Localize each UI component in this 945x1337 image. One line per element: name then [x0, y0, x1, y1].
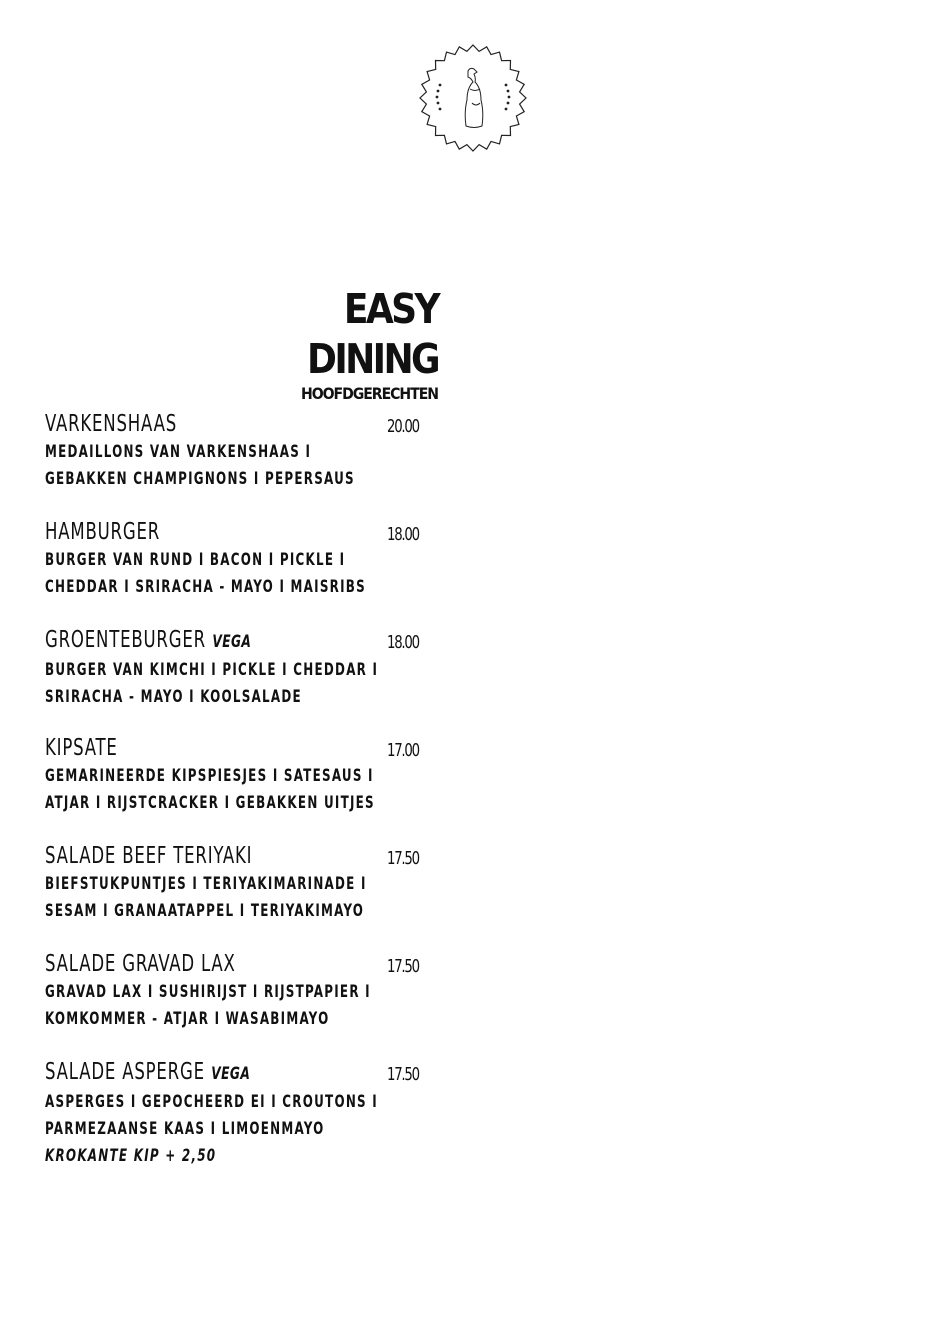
dish-price: 17.00: [387, 740, 419, 761]
dish-description: BIEFSTUKPUNTJES I TERIYAKIMARINADE I SESAM I GRANAATAPPEL I TERIYAKIMAYO: [45, 874, 367, 921]
vega-tag: VEGA: [212, 632, 252, 652]
dish-name: GROENTEBURGER VEGA: [45, 627, 252, 653]
dish-description: BURGER VAN KIMCHI I PICKLE I CHEDDAR I SRIRACHA - MAYO I KOOLSALADE: [45, 660, 379, 707]
dish-list: [45, 410, 435, 1193]
dish-description: BURGER VAN RUND I BACON I PICKLE I CHEDDAR I SRIRACHA - MAYO I MAISRIBS: [45, 550, 366, 597]
dish-price: 17.50: [387, 1064, 419, 1085]
dish-extra-option: KROKANTE KIP + 2,50: [45, 1146, 217, 1166]
menu-item: [45, 518, 435, 599]
dish-price: 17.50: [387, 956, 419, 977]
dish-description: ASPERGES I GEPOCHEERD EI I CROUTONS I PARMEZAANSE KAAS I LIMOENMAYO: [45, 1092, 378, 1139]
dish-description: GEMARINEERDE KIPSPIESJES I SATESAUS I ATJAR I RIJSTCRACKER I GEBAKKEN UITJES: [45, 766, 375, 813]
page-subtitle: HOOFDGERECHTEN: [300, 384, 438, 403]
dish-description: MEDAILLONS VAN VARKENSHAAS I GEBAKKEN CHAMPIGNONS I PEPERSAUS: [45, 442, 355, 489]
dish-description: GRAVAD LAX I SUSHIRIJST I RIJSTPAPIER I KOMKOMMER - ATJAR I WASABIMAYO: [45, 982, 371, 1029]
menu-item: [45, 950, 435, 1031]
dish-name: VARKENSHAAS: [45, 411, 178, 437]
restaurant-logo-icon: [418, 43, 528, 153]
menu-item: [45, 842, 435, 923]
bottle-badge-logo: [418, 43, 528, 153]
dish-name: KIPSATE: [45, 735, 118, 761]
dish-name: SALADE GRAVAD LAX: [45, 951, 236, 977]
menu-item: [45, 410, 435, 491]
dish-price: 20.00: [387, 416, 419, 437]
dish-name: HAMBURGER: [45, 519, 161, 545]
page-title: EASY DINING: [307, 285, 438, 383]
menu-item: [45, 734, 435, 815]
menu-header: [228, 284, 438, 404]
menu-item: [45, 1058, 435, 1166]
menu-item: [45, 626, 435, 707]
dish-name: SALADE BEEF TERIYAKI: [45, 843, 253, 869]
vega-tag: VEGA: [211, 1064, 251, 1084]
dish-price: 18.00: [387, 632, 419, 653]
dish-name: SALADE ASPERGE VEGA: [45, 1059, 251, 1085]
dish-price: 18.00: [387, 524, 419, 545]
dish-price: 17.50: [387, 848, 419, 869]
